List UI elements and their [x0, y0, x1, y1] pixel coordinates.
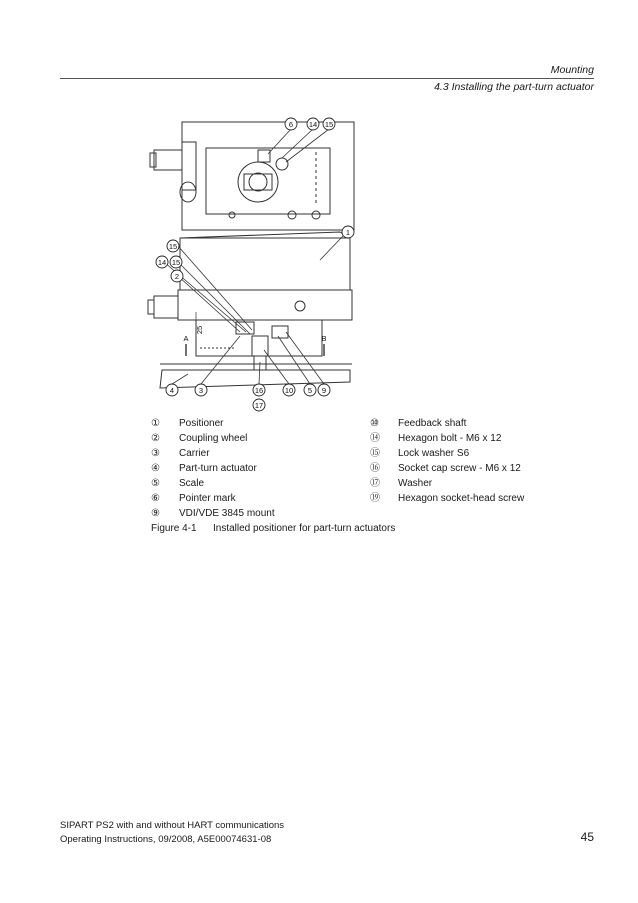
- callout-16: 16: [254, 386, 264, 395]
- legend-item: ⑰ Washer: [370, 478, 433, 489]
- figure-number: Figure 4-1: [151, 523, 197, 534]
- legend-item: ④ Part-turn actuator: [151, 463, 257, 474]
- callout-9: 9: [321, 386, 327, 395]
- callout-left-15a: 15: [168, 242, 178, 251]
- dimension-25: 25: [195, 325, 204, 335]
- callout-1: 1: [345, 228, 351, 237]
- positioner-drawing: [140, 112, 370, 412]
- callout-6: 6: [288, 120, 294, 129]
- callout-15: 15: [324, 120, 334, 129]
- page-number: 45: [580, 830, 594, 844]
- callout-left-15b: 15: [171, 258, 181, 267]
- callout-4: 4: [169, 386, 175, 395]
- cable-gland: [154, 150, 182, 170]
- legend-item: ⑥ Pointer mark: [151, 493, 236, 504]
- callout-2: 2: [174, 272, 180, 281]
- legend-item: ⑮ Lock washer S6: [370, 448, 470, 459]
- callout-14: 14: [308, 120, 318, 129]
- marker-b: B: [321, 334, 327, 343]
- bracket: [196, 320, 322, 356]
- legend-item: ⑲ Hexagon socket-head screw: [370, 493, 525, 504]
- callout-left-14: 14: [157, 258, 167, 267]
- callout-5: 5: [307, 386, 313, 395]
- legend-item: ⑤ Scale: [151, 478, 205, 489]
- header-rule: [60, 78, 594, 79]
- legend-right: [370, 416, 524, 506]
- legend-item: ⑩ Feedback shaft: [370, 418, 467, 429]
- positioner-body: [180, 238, 350, 290]
- header-section-title: Mounting: [550, 64, 594, 76]
- top-view-inner-plate: [206, 148, 330, 214]
- legend-item: ② Coupling wheel: [151, 433, 248, 444]
- mount-plate: [178, 290, 352, 320]
- legend-item: ⑭ Hexagon bolt - M6 x 12: [370, 433, 502, 444]
- callout-3: 3: [198, 386, 204, 395]
- footer-product: SIPART PS2 with and without HART communications: [60, 820, 285, 831]
- legend-item: ① Positioner: [151, 418, 224, 429]
- marker-a: A: [183, 334, 189, 343]
- legend-item: ③ Carrier: [151, 448, 210, 459]
- figure-caption-text: Installed positioner for part-turn actuators: [213, 523, 396, 534]
- legend-item: ⑯ Socket cap screw - M6 x 12: [370, 463, 521, 474]
- callout-10: 10: [284, 386, 294, 395]
- footer-document-info: Operating Instructions, 09/2008, A5E00074631-08: [60, 834, 272, 845]
- callout-17: 17: [254, 401, 264, 410]
- legend-left: [151, 416, 275, 521]
- figure-caption: [151, 523, 395, 534]
- header-subsection-title: 4.3 Installing the part-turn actuator: [434, 81, 594, 93]
- legend-item: ⑨ VDI/VDE 3845 mount: [151, 508, 275, 519]
